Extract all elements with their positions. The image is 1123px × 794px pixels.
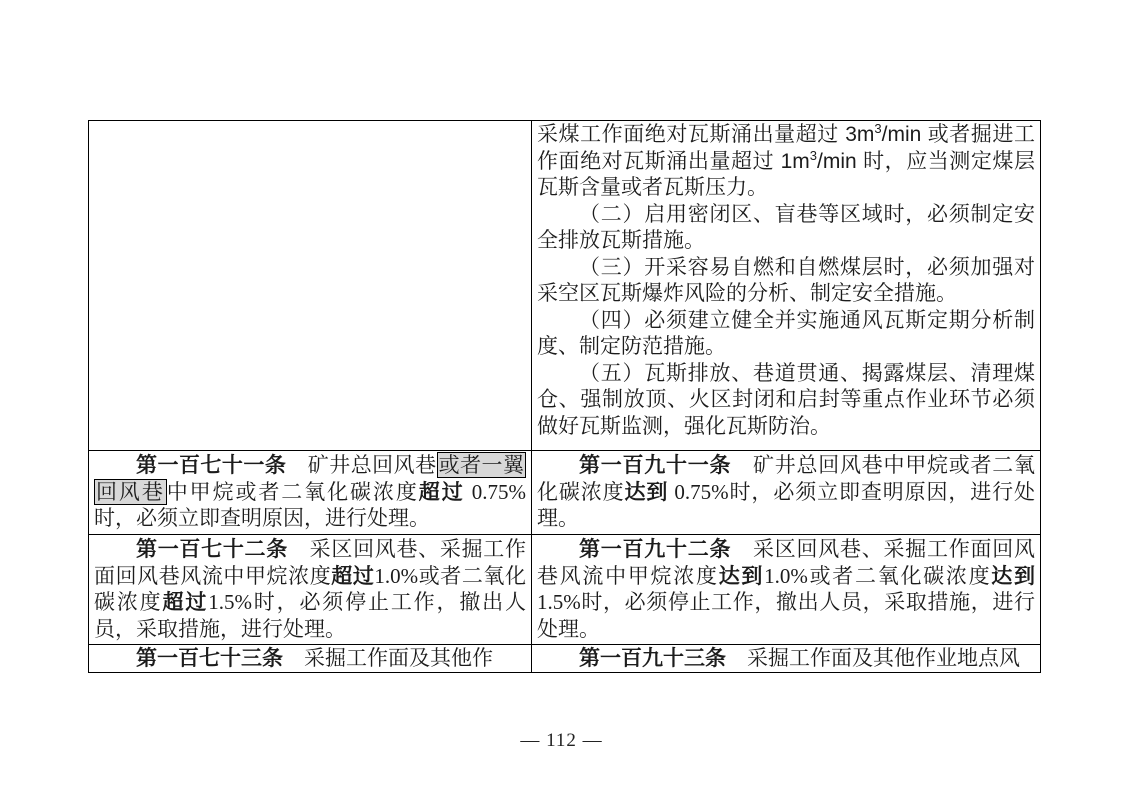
- paragraph: 第一百九十三条 采掘工作面及其他作业地点风: [579, 647, 1020, 670]
- old-regulation-cell-article-173: [89, 645, 532, 673]
- paragraph: （三）开采容易自燃和自燃煤层时，必须加强对采空区瓦斯爆炸风险的分析、制定安全措施。: [537, 255, 1035, 305]
- new-regulation-cell-article-193: [532, 645, 1041, 673]
- new-regulation-cell-article-191: [532, 451, 1041, 535]
- paragraph: 第一百九十一条 矿井总回风巷中甲烷或者二氧化碳浓度达到 0.75%时，必须立即查明原因，进行处理。: [537, 453, 1036, 530]
- table-row: [89, 451, 1041, 535]
- table-row: [89, 535, 1041, 645]
- paragraph: （四）必须建立健全并实施通风瓦斯定期分析制度、制定防范措施。: [537, 308, 1035, 358]
- clipped-row-content: [537, 646, 1035, 670]
- new-regulation-cell-continued: [532, 121, 1041, 451]
- new-regulation-cell-article-192: [532, 535, 1041, 645]
- old-regulation-cell-article-172: [89, 535, 532, 645]
- table-row: [89, 121, 1041, 451]
- paragraph: 第一百七十二条 采区回风巷、采掘工作面回风巷风流中甲烷浓度超过1.0%或者二氧化碳浓度超过1.5%时，必须停止工作，撤出人员，采取措施，进行处理。: [94, 537, 527, 641]
- clipped-row-content: [94, 646, 526, 670]
- paragraph: 采煤工作面绝对瓦斯涌出量超过 $3m^3/\min$ 或者掘进工作面绝对瓦斯涌出量超过 $1m^3/\min$ 时，应当测定煤层瓦斯含量或者瓦斯压力。: [537, 121, 1035, 199]
- paragraph: （五）瓦斯排放、巷道贯通、揭露煤层、清理煤仓、强制放顶、火区封闭和启封等重点作业环节必须做好瓦斯监测，强化瓦斯防治。: [537, 361, 1035, 438]
- table-row: [89, 645, 1041, 673]
- paragraph: 第一百九十二条 采区回风巷、采掘工作面回风巷风流中甲烷浓度达到1.0%或者二氧化碳浓度达到1.5%时，必须停止工作，撤出人员，采取措施，进行处理。: [537, 537, 1036, 641]
- page-number: — 112 —: [520, 730, 603, 751]
- paragraph: 第一百七十三条 采掘工作面及其他作: [136, 647, 493, 670]
- paragraph: 第一百七十一条 矿井总回风巷或者一翼回风巷中甲烷或者二氧化碳浓度超过 0.75%时，必须立即查明原因，进行处理。: [94, 453, 527, 530]
- old-regulation-cell-article-171: [89, 451, 532, 535]
- old-regulation-cell-empty: [89, 121, 532, 451]
- paragraph: （二）启用密闭区、盲巷等区域时，必须制定安全排放瓦斯措施。: [537, 202, 1035, 252]
- regulation-comparison-table: [88, 120, 1041, 673]
